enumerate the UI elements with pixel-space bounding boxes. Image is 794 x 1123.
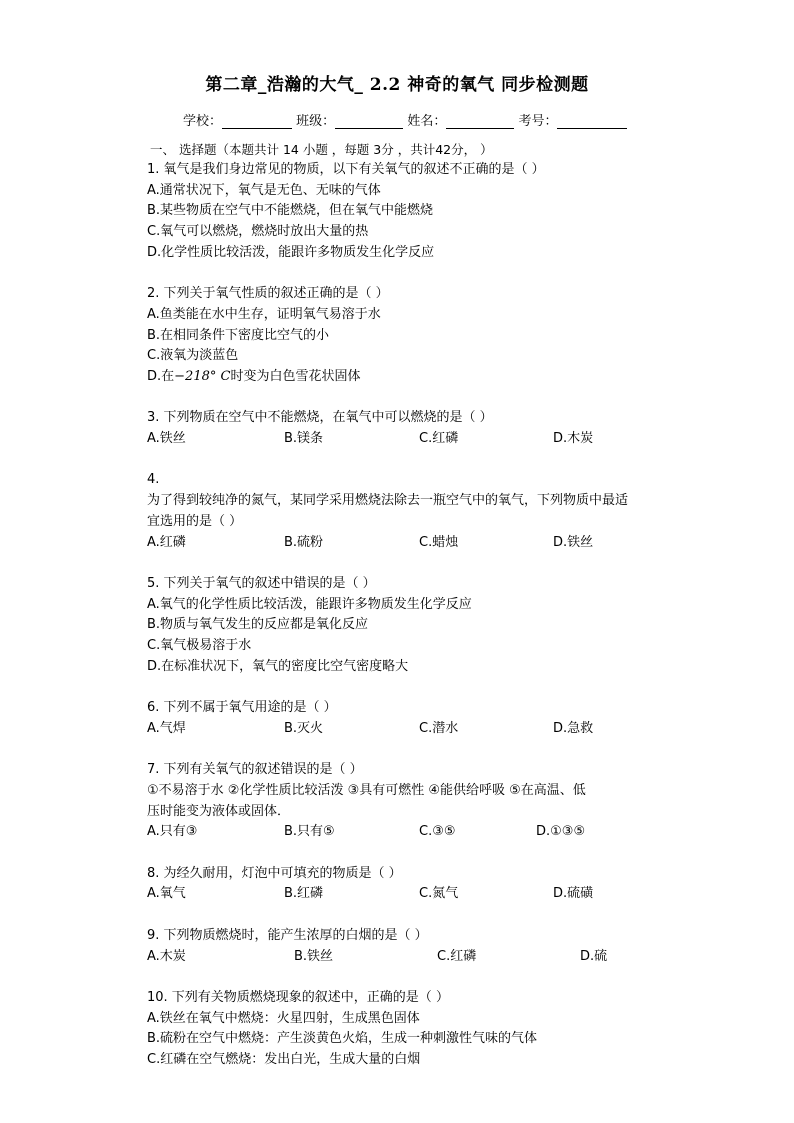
question-2: [147, 284, 687, 388]
class-blank[interactable]: [335, 114, 403, 129]
question-7: [147, 760, 687, 843]
options-row: [147, 429, 687, 450]
name-label: 姓名：: [407, 114, 447, 129]
option-c: C.蜡烛: [419, 534, 459, 550]
option-d: D.铁丝: [553, 534, 594, 550]
question-number: 4.: [147, 472, 160, 488]
name-blank[interactable]: [446, 114, 514, 129]
option-a: A.木炭: [147, 948, 186, 964]
exam-no-label: 考号：: [518, 114, 558, 129]
option-c: C.氮气: [419, 886, 459, 902]
option-c: C.潜水: [419, 720, 459, 736]
question-3: [147, 408, 687, 449]
option-c: C.红磷在空气燃烧：发出白光，生成大量的白烟: [147, 1052, 421, 1067]
option-d: D.木炭: [553, 431, 594, 447]
question-stem-line-2: 宜选用的是（ ）: [147, 513, 243, 529]
question-stem: 1. 氧气是我们身边常见的物质，以下有关氧气的叙述不正确的是（ ）: [147, 162, 545, 177]
option-b: B.某些物质在空气中不能燃烧，但在氧气中能燃烧: [147, 203, 434, 219]
question-5: [147, 574, 687, 678]
temperature-formula: −218° C: [174, 369, 231, 385]
section-header: 一、 选择题（本题共计 14 小题 ，每题 3分 ，共计42分， ）: [150, 142, 493, 157]
option-b: B.铁丝: [294, 948, 334, 964]
question-6: [147, 698, 687, 739]
option-b: B.硫粉在空气中燃烧：产生淡黄色火焰，生成一种刺激性气味的气体: [147, 1031, 538, 1047]
question-stem-line-1: 为了得到较纯净的氮气，某同学采用燃烧法除去一瓶空气中的氧气，下列物质中最适: [147, 493, 629, 509]
option-c: C.液氧为淡蓝色: [147, 348, 239, 364]
option-c: C.氧气极易溶于水: [147, 638, 252, 654]
option-b: B.灭火: [284, 720, 324, 736]
option-c: C.红磷: [437, 948, 477, 964]
school-label: 学校：: [183, 114, 223, 129]
option-a: A.通常状况下，氧气是无色、无味的气体: [147, 182, 381, 198]
option-d: [147, 367, 687, 388]
exam-no-blank[interactable]: [557, 114, 627, 129]
question-stem: 5. 下列关于氧气的叙述中错误的是（ ）: [147, 575, 376, 591]
option-b: B.在相同条件下密度比空气的小: [147, 327, 330, 343]
option-b: B.红磷: [284, 886, 324, 902]
option-d-post: 时变为白色雪花状固体: [230, 369, 361, 385]
option-a: A.氧气的化学性质比较活泼，能跟许多物质发生化学反应: [147, 596, 472, 612]
option-a: A.铁丝: [147, 431, 186, 447]
question-stem-line-2: ①不易溶于水 ②化学性质比较活泼 ③具有可燃性 ④能供给呼吸 ⑤在高温、低: [147, 782, 586, 798]
school-blank[interactable]: [222, 114, 292, 129]
option-c: C.氧气可以燃烧，燃烧时放出大量的热: [147, 224, 369, 240]
question-1: [147, 160, 687, 264]
question-4: [147, 470, 687, 553]
option-d: D.急救: [553, 720, 594, 736]
question-8: [147, 864, 687, 905]
option-c: C.③⑤: [419, 824, 456, 840]
option-d: D.①③⑤: [536, 824, 586, 840]
option-c: C.红磷: [419, 431, 459, 447]
question-stem: 6. 下列不属于氧气用途的是（ ）: [147, 700, 337, 716]
option-a: A.鱼类能在水中生存，证明氧气易溶于水: [147, 306, 381, 322]
option-d: D.在标准状况下，氧气的密度比空气密度略大: [147, 658, 409, 674]
question-9: [147, 926, 687, 967]
option-a: A.红磷: [147, 534, 186, 550]
option-d: D.硫: [580, 948, 608, 964]
question-10: [147, 988, 687, 1071]
options-row: [147, 533, 687, 554]
options-row: [147, 947, 687, 968]
question-stem: 9. 下列物质燃烧时，能产生浓厚的白烟的是（ ）: [147, 927, 428, 943]
option-b: B.物质与氧气发生的反应都是氧化反应: [147, 617, 369, 633]
questions-list: [147, 160, 687, 1091]
question-stem: 3. 下列物质在空气中不能燃烧，在氧气中可以燃烧的是（ ）: [147, 410, 493, 426]
question-stem-line-3: 压时能变为液体或固体．: [147, 803, 291, 819]
option-d: D.硫磺: [553, 886, 594, 902]
question-stem: 10. 下列有关物质燃烧现象的叙述中，正确的是（ ）: [147, 989, 449, 1005]
options-row: [147, 822, 687, 843]
option-d-pre: D.在: [147, 369, 175, 385]
question-stem: 2. 下列关于氧气性质的叙述正确的是（ ）: [147, 286, 389, 302]
option-b: B.只有⑤: [284, 824, 335, 840]
student-info-row: [183, 110, 627, 129]
options-row: [147, 884, 687, 905]
question-stem: 7. 下列有关氧气的叙述错误的是（ ）: [147, 762, 363, 778]
option-a: A.氧气: [147, 886, 186, 902]
options-row: [147, 719, 687, 740]
option-d: D.化学性质比较活泼，能跟许多物质发生化学反应: [147, 244, 435, 260]
question-stem: 8. 为经久耐用，灯泡中可填充的物质是（ ）: [147, 865, 402, 881]
option-a: A.只有③: [147, 824, 198, 840]
option-a: A.铁丝在氧气中燃烧：火星四射，生成黑色固体: [147, 1010, 420, 1026]
option-b: B.硫粉: [284, 534, 324, 550]
option-a: A.气焊: [147, 720, 186, 736]
document-title: 第二章_浩瀚的大气_ 2.2 神奇的氧气 同步检测题: [205, 75, 589, 95]
class-label: 班级：: [296, 114, 336, 129]
option-b: B.镁条: [284, 431, 324, 447]
